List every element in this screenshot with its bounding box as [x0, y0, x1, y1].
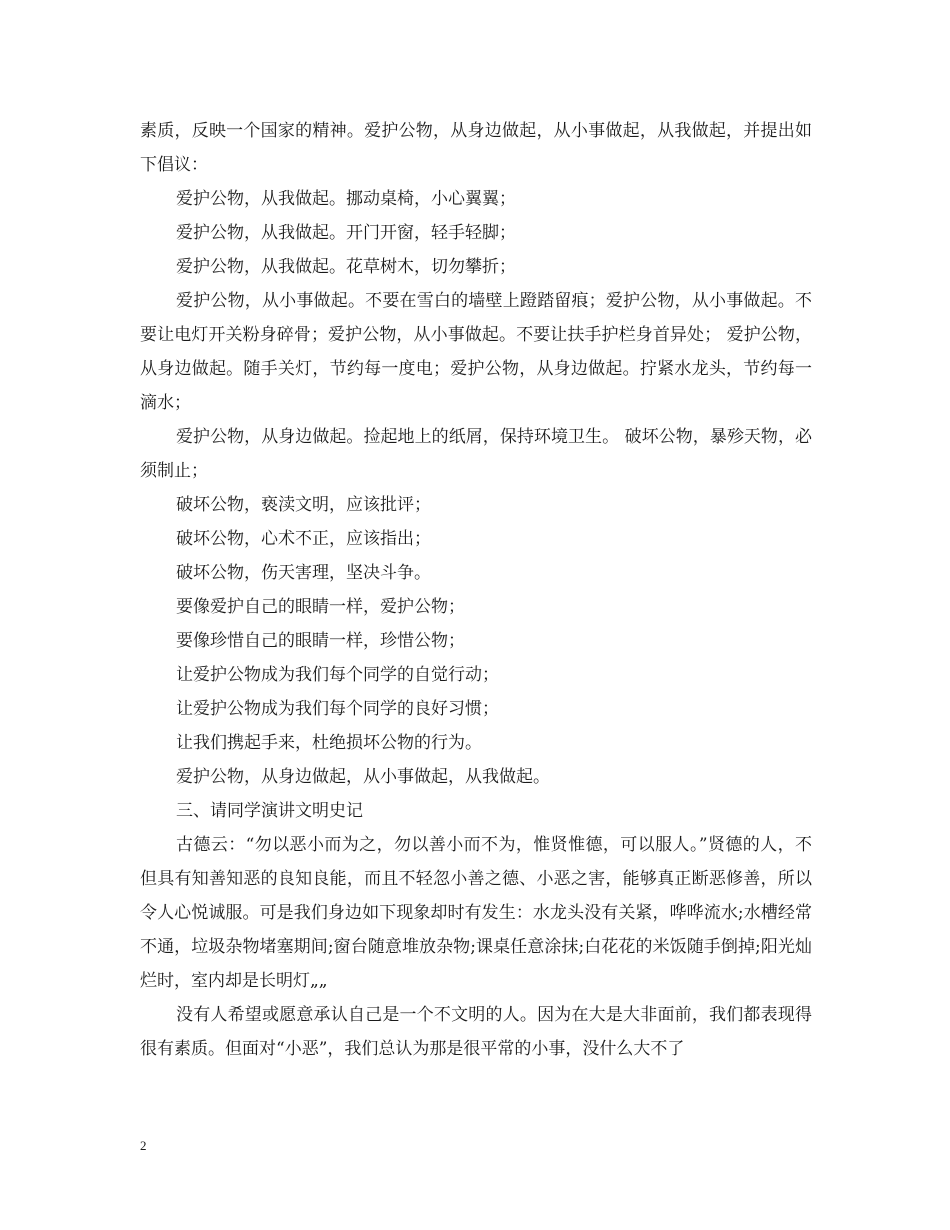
paragraph: 破坏公物，心术不正，应该指出； [176, 529, 431, 549]
paragraph: 爱护公物，从小事做起。不要在雪白的墙壁上蹬踏留痕；爱护公物，从小事做起。不要让电灯开关粉身碎骨；爱护公物，从小事做起。不要让扶手护栏身首异处； 爱护公物，从身边做起。随手关灯，节约每一度电；爱护公物，从身边做起。拧紧水龙头，节约每一滴水； [140, 291, 812, 413]
paragraph: 破坏公物，伤天害理，坚决斗争。 [176, 563, 431, 583]
page-number: 2 [140, 1138, 147, 1153]
paragraph: 破坏公物，亵渎文明，应该批评； [176, 495, 431, 515]
paragraph: 让爱护公物成为我们每个同学的良好习惯； [176, 699, 499, 719]
paragraph: 素质，反映一个国家的精神。爱护公物，从身边做起，从小事做起，从我做起，并提出如下倡议： [140, 121, 812, 175]
paragraph: 古德云：“勿以恶小而为之，勿以善小而不为，惟贤惟德，可以服人。”贤德的人，不但具有知善知恶的良知良能，而且不轻忽小善之德、小恶之害，能够真正断恶修善，所以令人心悦诚服。可是我们身边如下现象却时有发生：水龙头没有关紧，哗哗流水;水槽经常不通，垃圾杂物堵塞期间;窗台随意堆放杂物;课桌任意涂抹;白花花的米饭随手倒掉;阳光灿烂时，室内却是长明灯„„ [140, 835, 812, 991]
paragraph: 爱护公物，从我做起。花草树木，切勿攀折； [176, 257, 516, 277]
paragraph: 要像珍惜自己的眼睛一样，珍惜公物； [176, 631, 465, 651]
paragraph: 爱护公物，从身边做起。捡起地上的纸屑，保持环境卫生。 破坏公物，暴殄天物，必须制止； [140, 427, 812, 481]
paragraph: 没有人希望或愿意承认自己是一个不文明的人。因为在大是大非面前，我们都表现得很有素质。但面对“小恶”，我们总认为那是很平常的小事，没什么大不了 [140, 1005, 812, 1059]
paragraph: 爱护公物，从我做起。挪动桌椅，小心翼翼； [176, 189, 516, 209]
paragraph: 爱护公物，从我做起。开门开窗，轻手轻脚； [176, 223, 516, 243]
paragraph: 让爱护公物成为我们每个同学的自觉行动； [176, 665, 499, 685]
paragraph: 要像爱护自己的眼睛一样，爱护公物； [176, 597, 465, 617]
paragraph: 三、请同学演讲文明史记 [176, 801, 363, 821]
paragraph: 让我们携起手来，杜绝损坏公物的行为。 [176, 733, 482, 753]
document-body [140, 114, 812, 1066]
paragraph: 爱护公物，从身边做起，从小事做起，从我做起。 [176, 767, 550, 787]
